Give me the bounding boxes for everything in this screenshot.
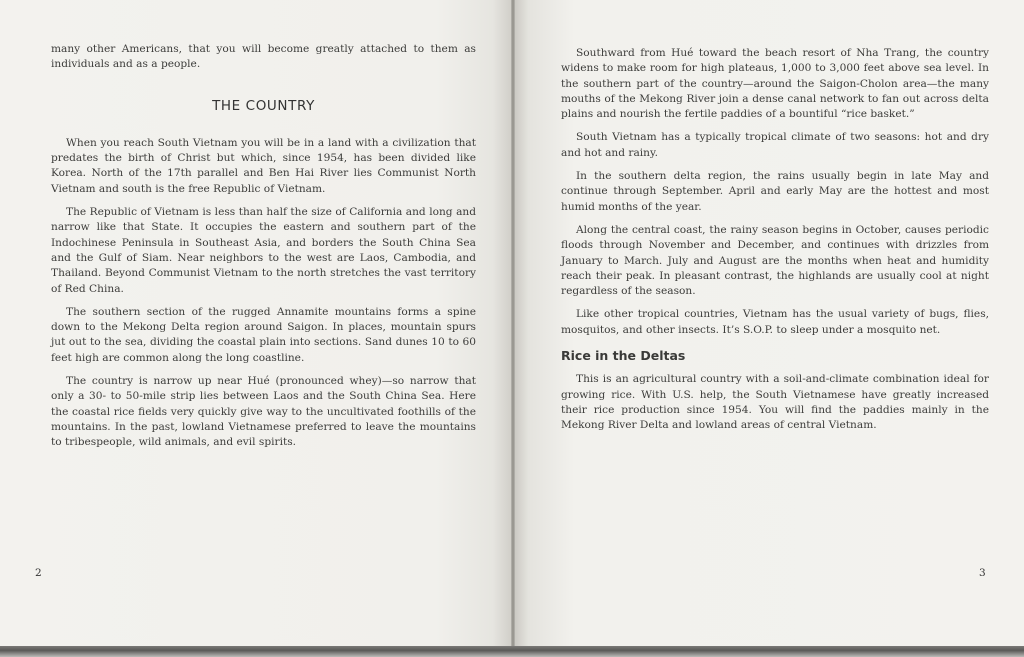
scan-bottom-edge: [0, 646, 1024, 657]
paragraph: This is an agricultural country with a soil-and-climate combination ideal for growing rice. With U.S. help, the South Vietnamese have greatly increased their rice production since 1954. You will find the paddies mainly in the Mekong River Delta and lowland areas of central Vietnam.: [561, 373, 989, 432]
paragraph: South Vietnam has a typically tropical climate of two seasons: hot and dry and hot and rainy.: [561, 131, 989, 159]
section-heading: THE COUNTRY: [212, 97, 315, 114]
paragraph: When you reach South Vietnam you will be in a land with a civilization that predates the birth of Christ but which, since 1954, has been divided like Korea. North of the 17th parallel and Ben Hai River lies Communist North Vietnam and south is the free Republic of Vietnam.: [51, 136, 476, 195]
page-number: 3: [979, 567, 986, 579]
right-page: [513, 0, 1024, 648]
left-page: [0, 0, 513, 648]
subheading: Rice in the Deltas: [561, 348, 686, 364]
paragraph: Like other tropical countries, Vietnam has the usual variety of bugs, flies, mosquitos, and other insects. It’s S.O.P. to sleep under a mosquito net.: [561, 308, 989, 336]
paragraph: The southern section of the rugged Annamite mountains forms a spine down to the Mekong Delta region around Saigon. In places, mountain spurs jut out to the sea, dividing the coastal plain into sections. Sand dunes 10 to 60 feet high are common along the long coastline.: [51, 305, 476, 364]
page-number: 2: [35, 567, 42, 579]
right-page-text: [561, 46, 989, 442]
left-page-text: [51, 42, 476, 459]
paragraph: Southward from Hué toward the beach resort of Nha Trang, the country widens to make room for high plateaus, 1,000 to 3,000 feet above sea level. In the southern part of the country—around the Saigon-Cholon area—the many mouths of the Mekong River join a dense canal network to fan out across delta plains and nourish the fertile paddies of a bountiful “rice basket.”: [561, 47, 989, 121]
continuation-paragraph: many other Americans, that you will become greatly attached to them as individuals and as a people.: [51, 43, 476, 71]
book-gutter: [511, 0, 515, 648]
paragraph: The country is narrow up near Hué (pronounced whey)—so narrow that only a 30- to 50-mile strip lies between Laos and the South China Sea. Here the coastal rice fields very quickly give way to the uncultivated foothills of the mountains. In the past, lowland Vietnamese preferred to leave the mountains to tribespeople, wild animals, and evil spirits.: [51, 375, 476, 449]
paragraph: The Republic of Vietnam is less than half the size of California and long and narrow like that State. It occupies the eastern and southern part of the Indochinese Peninsula in Southeast Asia, and borders the South China Sea and the Gulf of Siam. Near neighbors to the west are Laos, Cambodia, and Thailand. Beyond Communist Vietnam to the north stretches the vast territory of Red China.: [51, 206, 476, 295]
paragraph: In the southern delta region, the rains usually begin in late May and continue through September. April and early May are the hottest and most humid months of the year.: [561, 170, 989, 213]
paragraph: Along the central coast, the rainy season begins in October, causes periodic floods through November and December, and continues with drizzles from January to March. July and August are the months when heat and humidity reach their peak. In pleasant contrast, the highlands are usually cool at night regardless of the season.: [561, 223, 989, 298]
